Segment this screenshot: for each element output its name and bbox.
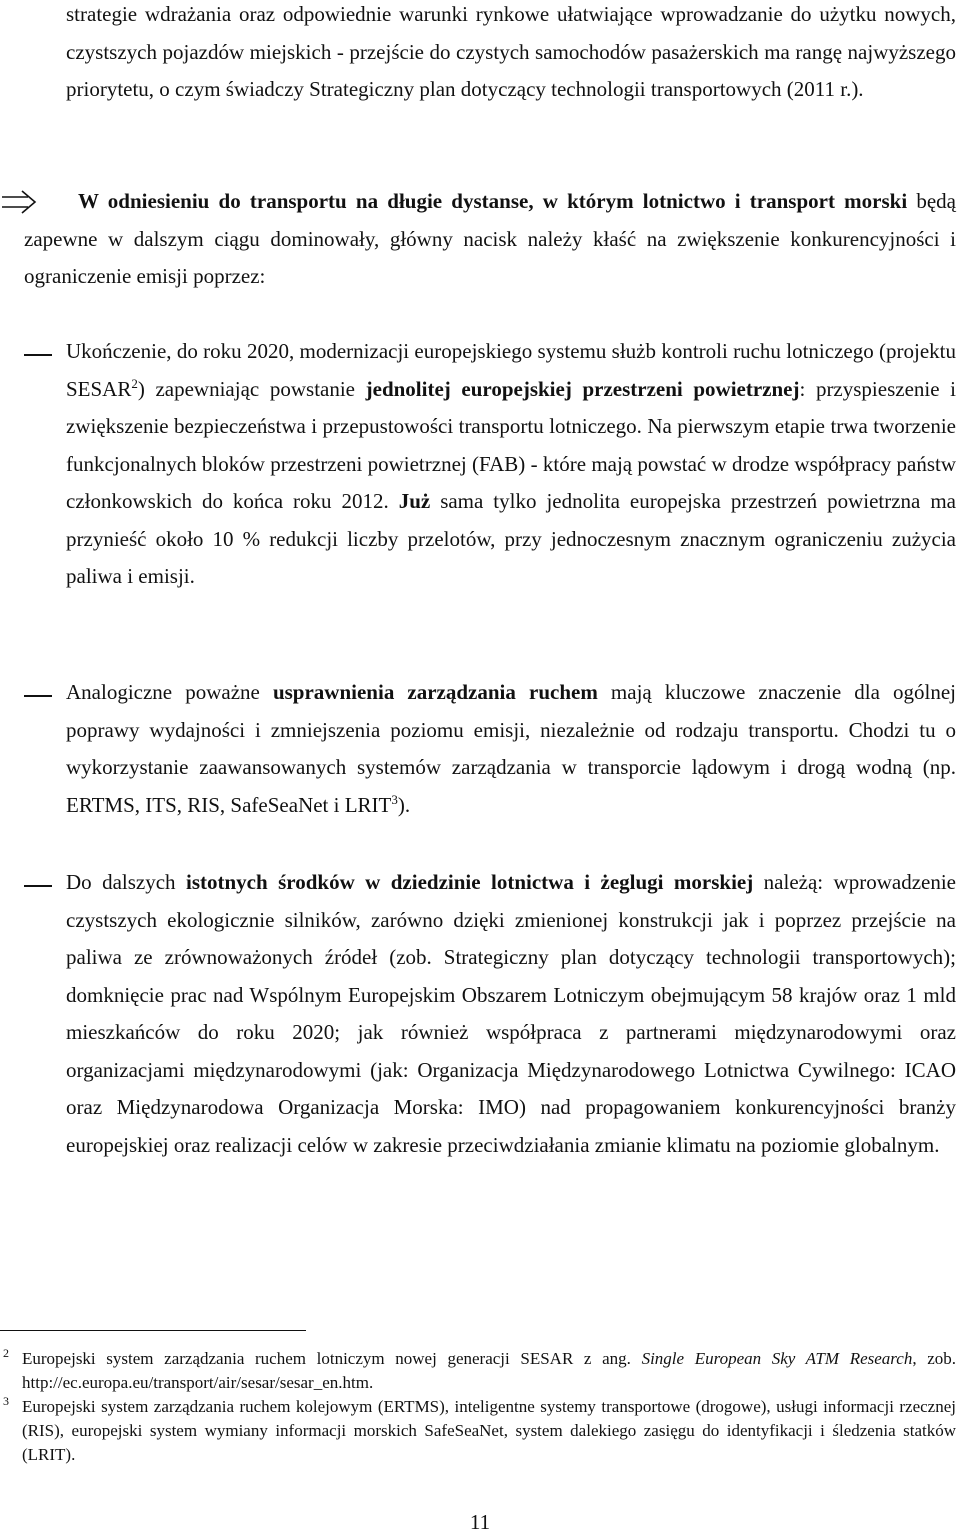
dash-bullet-icon [24, 695, 52, 697]
footnote-italic: Single European Sky ATM Research [641, 1349, 913, 1368]
arrow-paragraph [24, 183, 956, 296]
list-item-text: należą: wprowadzenie czystszych ekologicznie silników, zarówno dzięki zmienionej konstrukcji jak i poprzez przejście na paliwa ze zrównoważonych źródeł (zob. Strategiczny plan dotyczący technologii transportowych); domknięcie prac nad Wspólnym Europejskim Obszarem Lotniczym obejmującym 58 krajów oraz 1 mld mieszkańców do roku 2020; jak również współpraca z partnerami międzynarodowymi oraz organizacjami międzynarodowymi (jak: Organizacja Międzynarodowego Lotnictwa Cywilnego: ICAO oraz Międzynarodowa Organizacja Morska: IMO) nad propagowaniem konkurencyjności branży europejskiej oraz realizacji celów w zakresie przeciwdziałania zmianie klimatu na poziomie globalnym. [66, 870, 956, 1157]
footnote-text: , zob. http://ec.europa.eu/transport/air/sesar/sesar_en.htm. [22, 1349, 957, 1392]
list-item-text: sama tylko jednolita europejska przestrzeń powietrzna ma przynieść około 10 % redukcji liczby przelotów, przy jednoczesnym znacznym ograniczeniu zużycia paliwa i emisji. [66, 489, 956, 588]
list-item-text: Ukończenie, do roku 2020, modernizacji europejskiego systemu służb kontroli ruchu lotniczego (projektu SESAR [66, 339, 956, 401]
list-item-text: Analogiczne poważne [66, 680, 273, 704]
list-item-bold: istotnych środków w dziedzinie lotnictwa i żeglugi morskiej [186, 870, 754, 894]
footnote-number: 2 [3, 1346, 9, 1360]
footnote-text: Europejski system zarządzania ruchem lotniczym nowej generacji SESAR z ang. [22, 1349, 642, 1368]
arrow-paragraph-bold: W odniesieniu do transportu na długie dystanse, w którym lotnictwo i transport morski [78, 189, 908, 213]
footnote-number: 3 [3, 1394, 9, 1408]
list-item-bold: jednolitej europejskiej przestrzeni powietrznej [365, 376, 800, 401]
footnote-ref: 2 [131, 375, 138, 391]
footnote-2 [3, 1346, 957, 1395]
intro-text: strategie wdrażania oraz odpowiednie warunki rynkowe ułatwiające wprowadzanie do użytku nowych, czystszych pojazdów miejskich - przejście do czystych samochodów pasażerskich ma rangę najwyższego priorytetu, o czym świadczy Strategiczny plan dotyczący technologii transportowych (2011 r.). [66, 2, 956, 101]
list-item-sesar [66, 333, 956, 596]
list-item-text: Do dalszych [66, 870, 186, 894]
list-item-aviation-maritime [66, 864, 956, 1164]
list-item-bold: usprawnienia zarządzania ruchem [272, 680, 598, 704]
dash-bullet-icon [24, 354, 52, 356]
list-item-text: mają kluczowe znaczenie dla ogólnej poprawy wydajności i zmniejszenia poziomu emisji, niezależnie od rodzaju transportu. Chodzi tu o wykorzystanie zaawansowanych systemów zarządzania w transporcie lądowym i drogą wodną (np. ERTMS, ITS, RIS, SafeSeaNet i LRIT [66, 680, 956, 817]
footnote-text: Europejski system zarządzania ruchem kolejowym (ERTMS), inteligentne systemy transportowe (drogowe), usługi informacji rzecznej (RIS), europejski system wymiany informacji morskich SafeSeaNet, system dalekiego zasięgu do identyfikacji i śledzenia statków (LRIT). [22, 1397, 956, 1464]
footnote-separator [0, 1330, 306, 1331]
footnote-ref: 3 [391, 791, 398, 807]
list-item-bold: Już [398, 489, 431, 513]
dash-bullet-icon [24, 885, 52, 887]
intro-paragraph [66, 0, 956, 109]
list-item-traffic-management [66, 674, 956, 824]
list-item-text: ). [397, 792, 411, 817]
page-number: 11 [469, 1510, 491, 1534]
list-item-text: : przyspieszenie i zwiększenie bezpieczeństwa i przepustowości transportu lotniczego. Na pierwszym etapie trwa tworzenie funkcjonalnych bloków przestrzeni powietrznej (FAB) - które mają powstać w drodze współpracy państw członkowskich do końca roku 2012. [66, 376, 957, 513]
list-item-text: ) zapewniając powstanie [137, 376, 366, 401]
arrow-paragraph-text: będą zapewne w dalszym ciągu dominowały, główny nacisk należy kłaść na zwiększenie konkurencyjności i ograniczenie emisji poprzez: [24, 189, 956, 288]
footnote-3 [3, 1394, 956, 1467]
